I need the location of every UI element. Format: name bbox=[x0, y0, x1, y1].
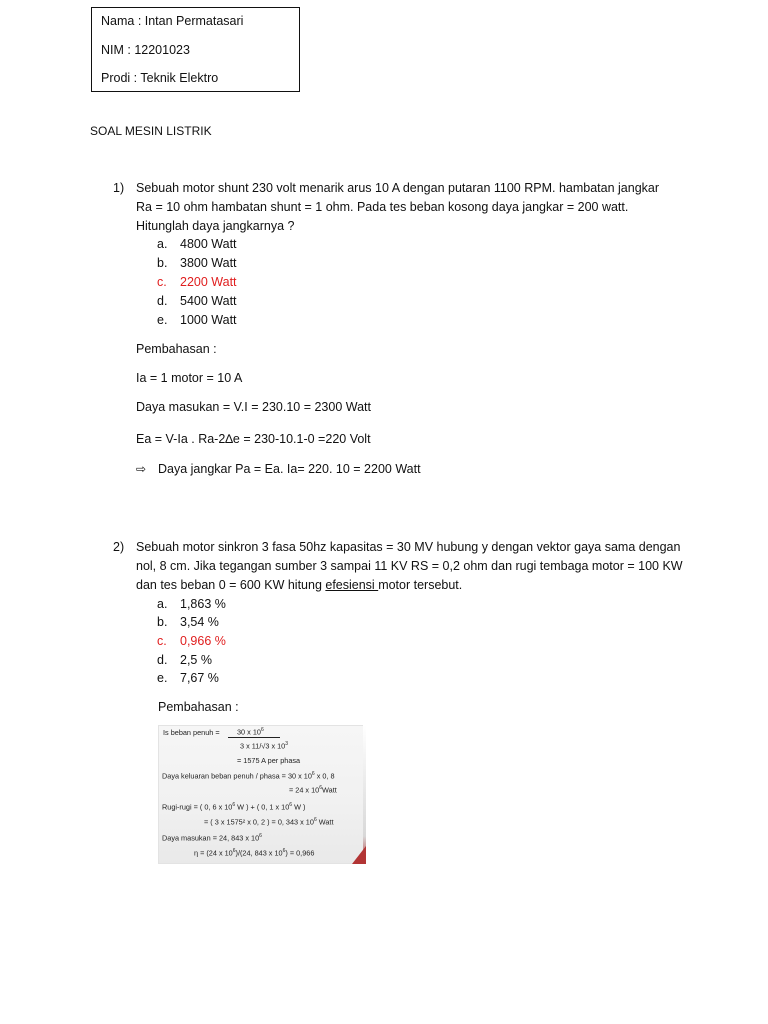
q2-line-1: Sebuah motor sinkron 3 fasa 50hz kapasitas = 30 MV hubung y dengan vektor gaya sama dengan bbox=[136, 540, 681, 554]
q1-option-e: e. 1000 Watt bbox=[157, 313, 237, 327]
image-edge-decoration bbox=[363, 725, 366, 864]
q1-number: 1) bbox=[113, 181, 125, 195]
fraction-bar bbox=[228, 737, 280, 738]
q2-solution-image bbox=[158, 725, 366, 864]
img-line-9: η = (24 x $10^6)/(24$, 843 x $10^6) = 0,966$ bbox=[194, 848, 315, 858]
img-line-3: = 1575 A per phasa bbox=[237, 756, 301, 765]
arrow-right-icon: ⇨ bbox=[136, 462, 147, 476]
img-line-4: Daya keluaran beban penuh / phasa = 30 x $10^6$ x 0, 8 bbox=[162, 771, 335, 781]
q1-conclusion: Daya jangkar Pa = Ea. Ia= 220. 10 = 2200 Watt bbox=[158, 462, 421, 476]
q1-option-b: b. 3800 Watt bbox=[157, 256, 237, 270]
student-prodi: Prodi : Teknik Elektro bbox=[101, 71, 219, 85]
q1-line-3: Hitunglah daya jangkarnya ? bbox=[136, 219, 295, 233]
q2-underlined-word: efesiensi bbox=[325, 578, 379, 592]
q1-option-c-correct: c. 2200 Watt bbox=[157, 275, 237, 289]
q2-option-b: b. 3,54 % bbox=[157, 615, 219, 629]
student-info-box bbox=[91, 7, 300, 92]
q1-solution-label: Pembahasan : bbox=[136, 342, 217, 356]
img-line-2: 3 x 11/√3 x $10^3$ bbox=[240, 741, 289, 751]
q1-step-3: Ea = V-Ia . Ra-2∆e = 230-10.1-0 =220 Volt bbox=[136, 432, 371, 446]
img-line-1-label: Is beban penuh = bbox=[163, 728, 220, 737]
document-heading: SOAL MESIN LISTRIK bbox=[90, 124, 212, 138]
q2-option-e: e. 7,67 % bbox=[157, 671, 219, 685]
q2-option-c-correct: c. 0,966 % bbox=[157, 634, 226, 648]
q1-line-2: Ra = 10 ohm hambatan shunt = 1 ohm. Pada tes beban kosong daya jangkar = 200 watt. bbox=[136, 200, 629, 214]
img-line-5: = 24 x $10^6Watt$ bbox=[289, 785, 337, 795]
q2-line-2: nol, 8 cm. Jika tegangan sumber 3 sampai 11 KV RS = 0,2 ohm dan rugi tembaga motor = 100 KW bbox=[136, 559, 683, 573]
img-line-6: Rugi-rugi = ( 0, 6 x $10^6$ W ) + ( 0, 1 x $10^6$ W ) bbox=[162, 802, 306, 812]
student-nim: NIM : 12201023 bbox=[101, 43, 190, 57]
image-corner-decoration bbox=[352, 846, 366, 864]
q2-option-d: d. 2,5 % bbox=[157, 653, 212, 667]
img-line-7: = ( 3 x 1575² x 0, 2 ) = 0, 343 x $10^6$ Watt bbox=[204, 817, 334, 827]
q1-line-1: Sebuah motor shunt 230 volt menarik arus 10 A dengan putaran 1100 RPM. hambatan jangkar bbox=[136, 181, 660, 195]
q2-line-3: dan tes beban 0 = 600 KW hitung efesiensi motor tersebut. bbox=[136, 578, 463, 592]
q2-number: 2) bbox=[113, 540, 125, 554]
student-name: Nama : Intan Permatasari bbox=[101, 14, 244, 28]
img-line-8: Daya masukan = 24, 843 x $10^6$ bbox=[162, 833, 262, 843]
q1-step-1: Ia = 1 motor = 10 A bbox=[136, 371, 243, 385]
q1-option-a: a. 4800 Watt bbox=[157, 237, 237, 251]
q1-option-d: d. 5400 Watt bbox=[157, 294, 237, 308]
q2-option-a: a. 1,863 % bbox=[157, 597, 226, 611]
q1-step-2: Daya masukan = V.I = 230.10 = 2300 Watt bbox=[136, 400, 371, 414]
img-line-1-numerator: 30 x $10^6$ bbox=[237, 727, 264, 737]
q2-solution-label: Pembahasan : bbox=[158, 700, 239, 714]
